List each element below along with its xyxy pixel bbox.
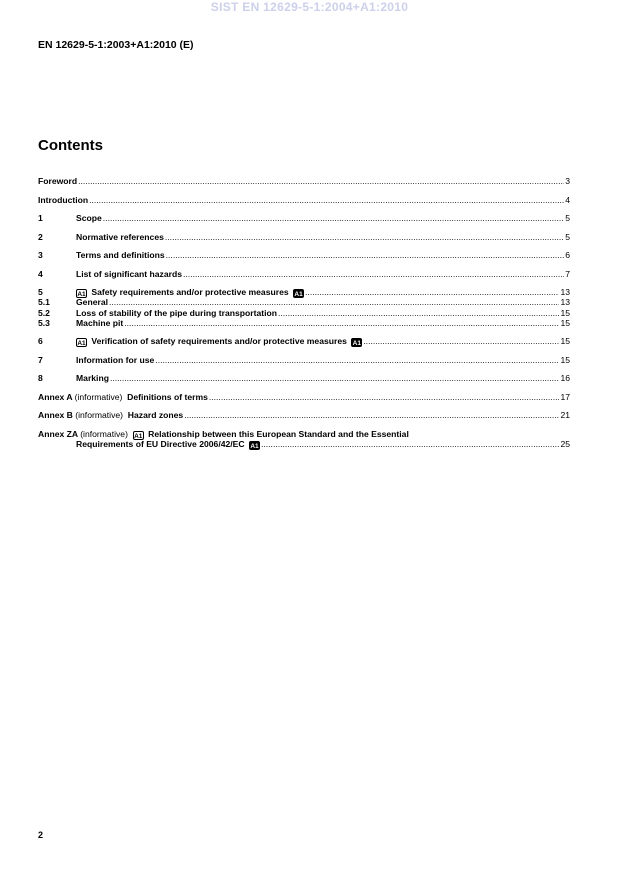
toc-entry-title: Verification of safety requirements and/or protective measures [91, 336, 347, 346]
annex-label: Annex B [38, 410, 73, 420]
toc-entry-title: Foreword [38, 176, 78, 186]
annex-note: (informative) [74, 391, 123, 402]
toc-entry-title: Introduction [38, 194, 89, 205]
leader-dots [209, 392, 560, 403]
toc-entry-page: 15 [560, 354, 570, 365]
annex-label: Annex ZA [38, 428, 78, 439]
toc-entry-number: 5.2 [38, 307, 50, 318]
annex-note: (informative) [75, 410, 124, 420]
toc-entry-number: 2 [38, 231, 43, 242]
amendment-start-icon: A1 [77, 340, 86, 347]
leader-dots [109, 297, 559, 308]
toc-entry-machine-pit[interactable] [38, 318, 570, 329]
toc-entry-page: 7 [565, 268, 570, 279]
toc-entry-title: Relationship between this European Standard and the Essential [148, 428, 409, 439]
toc-entry-title: Safety requirements and/or protective measures [91, 286, 289, 297]
toc-entry-number: 8 [38, 373, 43, 383]
toc-entry-page: 6 [565, 250, 570, 260]
toc-entry-page: 3 [565, 176, 570, 186]
leader-dots [124, 318, 559, 329]
toc-entry-general[interactable] [38, 297, 570, 308]
toc-entry-scope[interactable] [38, 213, 570, 224]
toc-entry-title: General [76, 297, 109, 307]
toc-entry-annex-za-continuation[interactable] [38, 439, 570, 450]
toc-entry-page: 25 [560, 439, 570, 449]
toc-entry-title: Definitions of terms [127, 391, 208, 402]
toc-entry-safety-requirements[interactable] [38, 287, 570, 298]
toc-entry-page: 16 [560, 373, 570, 383]
amendment-end-icon: A1 [294, 290, 303, 298]
leader-dots [261, 439, 559, 450]
leader-dots [183, 269, 564, 280]
toc-entry-introduction[interactable] [38, 195, 570, 206]
toc-entry-title: List of significant hazards [76, 268, 183, 279]
toc-entry-number: 6 [38, 336, 43, 346]
toc-entry-number: 3 [38, 250, 43, 260]
toc-entry-annex-a[interactable] [38, 392, 570, 403]
leader-dots [184, 410, 559, 421]
toc-entry-number: 5 [38, 286, 43, 297]
leader-dots [78, 176, 564, 187]
watermark: SIST EN 12629-5-1:2004+A1:2010 [210, 0, 409, 14]
toc-entry-title: Information for use [76, 354, 155, 365]
toc-entry-number: 4 [38, 268, 43, 279]
leader-dots [110, 373, 559, 384]
table-of-contents [38, 176, 570, 450]
toc-entry-annex-b[interactable] [38, 410, 570, 421]
leader-dots [155, 355, 559, 366]
toc-entry-page: 4 [565, 194, 570, 205]
toc-entry-page: 15 [560, 318, 570, 328]
toc-entry-title: Machine pit [76, 318, 124, 328]
annex-note: (informative) [80, 428, 128, 439]
amendment-end-icon: A1 [352, 340, 361, 347]
page-title: Contents [38, 137, 103, 154]
toc-entry-loss-of-stability[interactable] [38, 308, 570, 319]
toc-entry-title: Normative references [76, 231, 164, 242]
leader-dots [165, 232, 564, 243]
amendment-start-icon: A1 [77, 290, 86, 298]
toc-entry-verification[interactable] [38, 336, 570, 347]
toc-entry-page: 5 [565, 213, 570, 223]
toc-entry-title: Loss of stability of the pipe during transportation [76, 307, 278, 318]
toc-entry-title: Hazard zones [127, 410, 184, 420]
toc-entry-marking[interactable] [38, 373, 570, 384]
amendment-start-icon: A1 [134, 432, 143, 440]
toc-entry-title-continued: Requirements of EU Directive 2006/42/EC [76, 439, 245, 449]
leader-dots [305, 287, 559, 298]
toc-entry-title: Scope [76, 213, 102, 223]
toc-entry-title: Marking [76, 373, 109, 383]
toc-entry-annex-za[interactable] [38, 429, 570, 440]
document-id: EN 12629-5-1:2003+A1:2010 (E) [38, 39, 194, 51]
leader-dots [103, 213, 564, 224]
toc-entry-page: 17 [560, 391, 570, 402]
toc-entry-number: 5.3 [38, 318, 50, 328]
toc-entry-information-for-use[interactable] [38, 355, 570, 366]
toc-entry-page: 21 [560, 410, 570, 420]
toc-entry-number: 1 [38, 213, 43, 223]
toc-entry-title: Terms and definitions [76, 250, 165, 260]
toc-entry-page: 5 [565, 231, 570, 242]
toc-entry-page: 15 [560, 336, 570, 346]
toc-entry-page: 13 [560, 297, 570, 307]
leader-dots [278, 308, 559, 319]
leader-dots [89, 195, 564, 206]
toc-entry-number: 5.1 [38, 297, 50, 307]
page-number: 2 [38, 830, 44, 840]
toc-entry-significant-hazards[interactable] [38, 269, 570, 280]
toc-entry-number: 7 [38, 354, 43, 365]
toc-entry-normative-references[interactable] [38, 232, 570, 243]
toc-entry-foreword[interactable] [38, 176, 570, 187]
toc-entry-page: 13 [560, 286, 570, 297]
leader-dots [166, 250, 565, 261]
amendment-end-icon: A1 [250, 443, 259, 450]
toc-entry-terms-and-definitions[interactable] [38, 250, 570, 261]
leader-dots [363, 336, 559, 347]
toc-entry-page: 15 [560, 307, 570, 318]
annex-label: Annex A [38, 391, 73, 402]
